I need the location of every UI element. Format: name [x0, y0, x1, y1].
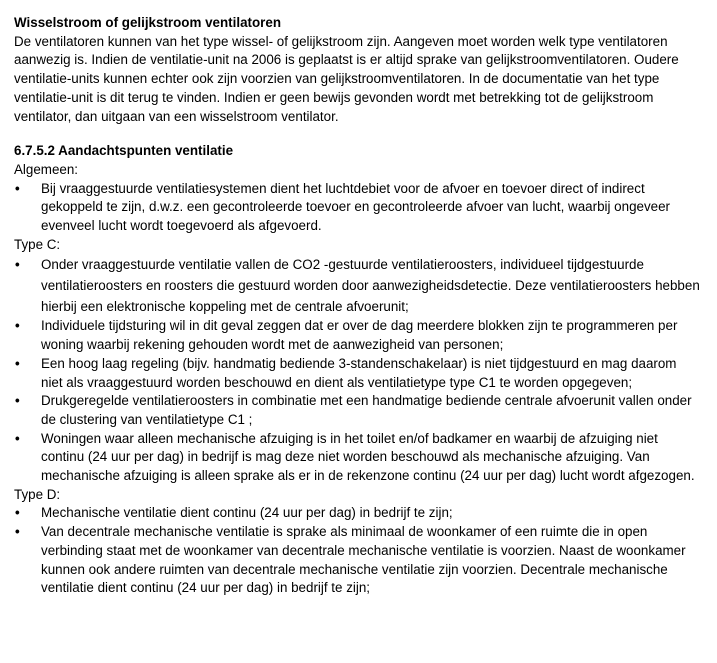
list-item-text: Woningen waar alleen mechanische afzuiging is in het toilet en/of badkamer en waarbij de afzuiging niet continu (24 uur per dag) in bedrijf is mag deze niet worden beschouwd als mechanische afzuiging. Van mechanische afzuiging is alleen sprake als er in de rekenzone continu (24 uur per dag) lucht wordt afgezogen. [41, 430, 695, 484]
section-heading-ventilation-notes: 6.7.5.2 Aandachtspunten ventilatie [14, 143, 234, 159]
bullet-icon: • [15, 318, 20, 334]
list-item [14, 504, 701, 523]
list-item-text: Bij vraaggestuurde ventilatiesystemen dient het luchtdebiet voor de afvoer en toevoer direct of indirect gekoppeld te zijn, d.w.z. een gecontroleerde toevoer en gecontroleerde afvoer van lucht, waarbij ongeveer evenveel lucht wordt toegevoerd als afgevoerd. [41, 180, 671, 234]
bullet-list-type-d [14, 504, 701, 598]
list-item-text: Van decentrale mechanische ventilatie is sprake als minimaal de woonkamer of een ruimte die in open verbinding staat met de woonkamer van decentrale mechanische ventilatie is voorzien. Naast de woonkamer kunnen ook andere ruimten van decentrale mechanische ventilatie zijn voorzien. Decentrale mechanische ventilatie dient continu (24 uur per dag) in bedrijf te zijn; [41, 524, 686, 596]
list-item [14, 355, 701, 392]
list-item-text: Individuele tijdsturing wil in dit geval zeggen dat er over de dag meerdere blokken zijn te programmeren per woning waarbij rekening gehouden wordt met de aanwezigheid van personen; [41, 318, 678, 353]
subsection-label-type-c: Type C: [14, 236, 61, 252]
subsection-label-type-d: Type D: [14, 486, 61, 502]
list-item-text: Een hoog laag regeling (bijv. handmatig bediende 3-standenschakelaar) is niet tijdgestuurd en mag daarom niet als vraaggestuurd worden beschouwd en dient als ventilatietype type C1 te worden opgegeven; [41, 355, 677, 390]
bullet-icon: • [15, 355, 20, 371]
list-item-text: Mechanische ventilatie dient continu (24 uur per dag) in bedrijf te zijn; [41, 505, 453, 521]
bullet-list-type-c [14, 254, 701, 485]
bullet-icon: • [15, 430, 20, 446]
list-item-text: Drukgeregelde ventilatieroosters in combinatie met een handmatige bediende centrale afvoerunit vallen onder de clustering van ventilatietype C1 ; [41, 393, 692, 427]
bullet-icon: • [15, 180, 20, 196]
list-item [14, 430, 701, 486]
bullet-icon: • [15, 257, 20, 273]
list-item-text: Onder vraaggestuurde ventilatie vallen de CO2 -gestuurde ventilatieroosters, individueel tijdgestuurde ventilatieroosters en roosters die gestuurd worden door aanwezigheidsdetectie. Deze ventilatieroosters hebben hierbij een elektronische koppeling met de centrale afvoerunit; [41, 257, 700, 315]
bullet-icon: • [15, 505, 20, 521]
bullet-list-general [14, 180, 701, 236]
list-item [14, 317, 701, 354]
list-item [14, 523, 701, 598]
list-item [14, 254, 701, 317]
bullet-icon: • [15, 393, 20, 409]
section-spacer [14, 126, 701, 142]
section-body-fan-type: De ventilatoren kunnen van het type wissel- of gelijkstroom zijn. Aangeven moet worden welk type ventilatoren aanwezig is. Indien de ventilatie-unit na 2006 is geplaatst is er altijd sprake van gelijkstroomventilatoren. Oudere ventilatie-units kunnen echter ook zijn voorzien van gelijkstroomventilatoren. In de documentatie van het type ventilatie-unit is dit terug te vinden. Indien er geen bewijs gevonden wordt met betrekking tot de gelijkstroom ventilator, dan uitgaan van een wisselstroom ventilator. [14, 33, 679, 124]
bullet-icon: • [15, 524, 20, 540]
section-heading-fan-type: Wisselstroom of gelijkstroom ventilatoren [14, 15, 282, 30]
list-item [14, 392, 701, 429]
subsection-label-general: Algemeen: [14, 161, 79, 177]
list-item [14, 180, 701, 236]
